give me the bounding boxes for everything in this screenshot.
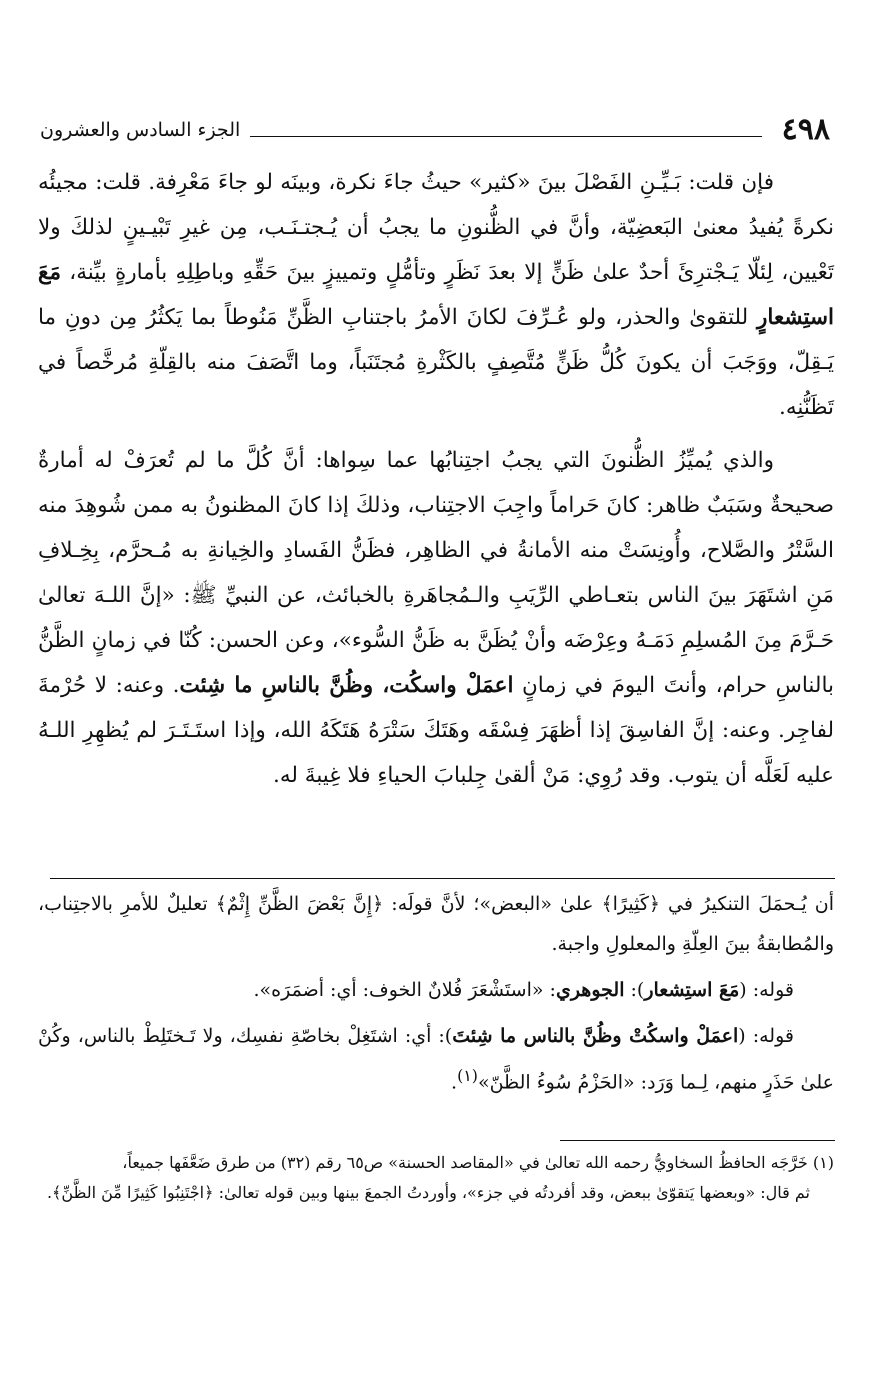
commentary-text <box>38 884 834 1102</box>
text-run: ): <box>624 979 645 1001</box>
text-run: قوله: ( <box>739 979 794 1001</box>
header-rule <box>250 136 761 137</box>
page-number: ٤٩٨ <box>781 112 830 147</box>
main-text <box>38 160 834 798</box>
text-run: والذي يُميِّزُ الظُّنونَ التي يجبُ اجتِنابُها عما سِواها: أنَّ كُلَّ ما لم تُعرَفْ له أمارةٌ صحيحةٌ وسَبَبٌ ظاهر: كانَ حَراماً واجِبَ الاجتِناب، وذلكَ إذا كانَ المظنونُ به ممن شُوهِدَ منه السَّتْرُ والصَّلاح، وأُونِسَتْ منه الأمانةُ في الظاهِر، فظَنُّ الفَسادِ والخِيانةِ به مُـحرَّم، بِخِـلافِ مَنِ اشتَهَرَ بينَ الناس بتعـاطي الرِّيَبِ والـمُجاهَرةِ بالخبائث، عن النبيِّ ﷺ: «إنَّ اللـهَ تعالىٰ حَـرَّمَ مِنَ المُسلِمِ دَمَـهُ وعِرْضَه وأنْ يُظَنَّ به ظَنُّ السُّوء»، وعن الحسن: كُنّا في زمانٍ الظَّنُّ بالناسِ حرام، وأنتَ اليومَ في زمانٍ <box>38 448 834 698</box>
commentary-paragraph-1: أن يُـحمَلَ التنكيرُ في ﴿كَثِيرًا﴾ علىٰ «البعض»؛ لأنَّ قولَه: ﴿إِنَّ بَعْضَ الظَّنِّ إِثْمٌ﴾ تعليلٌ للأمرِ بالاجتِناب، والمُطابقةُ بينَ العِلّةِ والمعلولِ واجبة. <box>38 893 834 955</box>
page-header <box>40 108 830 152</box>
text-run: قوله: ( <box>738 1025 794 1047</box>
commentary-paragraph-3 <box>38 1016 834 1102</box>
footnote-separator <box>560 1140 835 1141</box>
text-run: فإن قلت: بَـيِّـنِ الفَصْلَ بينَ «كثير» حيثُ جاءَ نكرة، وبينَه لو جاءَ مَعْرِفة. قلت: مجيئُه نكرةً يُفيدُ معنىٰ البَعضِيّة، وأنَّ في الظُّنونِ ما يجبُ أن يُـجتـنَـب، مِن غيرِ تَبْيـينٍ لذلكَ ولا تَعْيين، لِئلّا يَـجْترِئَ أحدٌ علىٰ ظَنٍّ إلا بعدَ نَظَرٍ وتأمُّلٍ وتمييزٍ بينَ حَقِّهِ وباطِلِهِ بأمارةٍ بيِّنة، <box>38 170 834 285</box>
bold-phrase: اعمَلْ واسكُتْ وظُنَّ بالناس ما شِئتَ <box>452 1025 739 1047</box>
bold-phrase: مَعَ استِشعار <box>644 979 740 1001</box>
footnote-line-1: (١) خَرَّجَه الحافظُ السخاويُّ رحمه الله تعالىٰ في «المقاصد الحسنة» ص٦٥ رقم (٣٢) من طرق ضَعَّفَها جميعاً، <box>122 1153 834 1172</box>
footnote <box>40 1148 834 1208</box>
main-paragraph-1 <box>38 160 834 430</box>
text-run: . <box>451 1071 458 1094</box>
bold-phrase: الجوهري <box>555 979 625 1001</box>
running-title: الجزء السادس والعشرون <box>40 119 241 141</box>
text-run: : «استَشْعَرَ فُلانٌ الخوف: أي: أضمَرَه». <box>253 979 556 1001</box>
footnote-line-2: ثم قال: «وبعضها يَتقوّىٰ ببعض، وقد أفردتُه في جزء»، وأوردتُ الجمعَ بينها وبين قوله تعالىٰ: ﴿اجْتَنِبُوا كَثِيرًا مِّنَ الظَّنِّ﴾. <box>46 1183 810 1202</box>
footnote-marker: (١) <box>457 1066 478 1085</box>
main-paragraph-2 <box>38 438 834 798</box>
commentary-paragraph-2 <box>38 970 834 1010</box>
text-run: للتقوىٰ والحذر، ولو عُـرِّفَ لكانَ الأمرُ باجتنابِ الظَّنِّ مَنُوطاً بما يَكثُرُ مِن دونِ ما يَـقِلّ، ووَجَبَ أن يكونَ كُلُّ ظَنٍّ مُتَّصِفٍ بالكَثْرةِ مُجتَنَباً، وما اتَّصَفَ منه بالقِلّةِ مُرخَّصاً في تَظَنُّنِه. <box>38 305 834 420</box>
text-run: ): أي: اشتَغِلْ بخاصّةِ نفسِك، ولا تَـختَلِطْ بالناس، وكُنْ علىٰ حَذَرٍ منهم، لِـما وَرَد: «الحَزْمُ سُوءُ الظَّنّ» <box>38 1025 834 1094</box>
bold-phrase: اعمَلْ واسكُت، وظُنَّ بالناسِ ما شِئت <box>179 673 514 698</box>
text-run: . وعنه: لا حُرْمةَ لفاجِر. وعنه: إنَّ الفاسِقَ إذا أظهَرَ فِسْقَه وهَتَكَ سَتْرَهُ هَتَكَهُ الله، وإذا استَـتَـرَ لم يُظهِرِ اللـهُ عليه لَعَلَّه أن يتوب. وقد رُوِي: مَنْ ألقىٰ جِلبابَ الحياءِ فلا غِيبةَ له. <box>38 673 834 788</box>
main-separator <box>50 878 835 879</box>
bold-phrase: مَعَ استِشعارٍ <box>38 260 834 330</box>
